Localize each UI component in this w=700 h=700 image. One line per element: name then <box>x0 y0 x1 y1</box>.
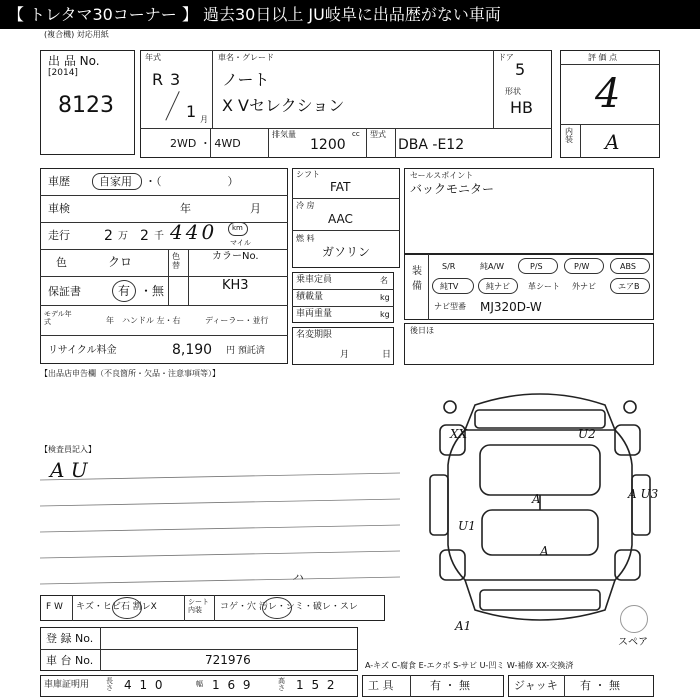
mileage-man-unit: 万 <box>118 231 128 242</box>
interior-note: ハ <box>292 571 303 584</box>
navi-model: MJ320D-W <box>480 300 542 314</box>
interior-items: キズ・ヒビ石 割レX <box>76 602 157 612</box>
car-damage-diagram <box>420 385 660 635</box>
mileage-sen-unit: 千 <box>154 231 164 242</box>
inspection-month: 月 <box>250 202 261 215</box>
model-year-dealer: ディーラー・並行 <box>205 316 269 325</box>
load-label: 積載量 <box>296 292 324 302</box>
damage-mark-au3: A U3 <box>628 487 659 501</box>
weight-unit: kg <box>380 310 390 319</box>
score-value: 4 <box>595 71 621 117</box>
lot-year-stamp: [2014] <box>48 68 78 78</box>
mileage-sen: 2 <box>140 228 149 244</box>
equip-navi: 純ナビ <box>486 282 510 291</box>
model-name: ノート <box>222 70 270 89</box>
type-value: DBA -E12 <box>398 137 465 153</box>
mileage-km: km <box>232 224 243 232</box>
recycle-label: リサイクル料金 <box>48 345 117 356</box>
recycle-unit: 円 預託済 <box>226 346 265 356</box>
jack-value: 有 ・ 無 <box>580 679 620 692</box>
interior-value: A <box>605 130 620 154</box>
seller-notes-label: 【出品店申告欄（不良箇所・欠品・注意事項等）】 <box>40 369 220 378</box>
sales-point-value: バックモニター <box>410 182 495 196</box>
ac-label: 冷 房 <box>296 201 315 210</box>
fuel-value: ガソリン <box>322 245 371 259</box>
doors-label: ドア <box>498 53 514 62</box>
doors-value: 5 <box>515 60 526 79</box>
cert-height: 1 5 2 <box>296 678 337 692</box>
registration-label: 登 録 No. <box>46 632 94 645</box>
warranty-no: ・無 <box>140 284 165 298</box>
banner-text: 【 トレタマ30コーナー 】 過去30日以上 JU岐阜に出品歴がない車両 <box>8 5 501 24</box>
drive-type: 2WD ・ 4WD <box>170 137 241 150</box>
shape-label: 形状 <box>505 87 521 96</box>
tools-value: 有 ・ 無 <box>430 679 470 692</box>
equip-seat: 革シート <box>528 282 560 291</box>
notes-label: 後日ほ <box>410 326 434 335</box>
color-code: KH3 <box>222 278 249 293</box>
history-value: 自家用 <box>99 175 132 188</box>
cert-length-label: 長さ <box>106 677 113 692</box>
damage-mark-u2: U2 <box>578 427 596 441</box>
cert-length: 4 1 0 <box>124 678 165 692</box>
equip-ps: P/S <box>530 262 543 271</box>
interior-fw: F W <box>46 602 63 612</box>
mileage-label: 走行 <box>48 229 70 242</box>
year-month: 1 <box>186 102 197 121</box>
model-grade: X Vセレクション <box>222 96 345 115</box>
color-value: クロ <box>108 255 133 269</box>
fuel-label: 燃 料 <box>296 234 315 243</box>
mileage-mile: マイル <box>230 239 251 247</box>
color-label: 色 <box>56 256 67 269</box>
navi-label: ナビ型番 <box>434 302 466 311</box>
inspection-year: 年 <box>180 202 191 215</box>
color-code-label: カラーNo. <box>212 251 259 262</box>
cert-width: 1 6 9 <box>212 678 253 692</box>
interior-label: 内装 <box>565 127 573 144</box>
inspector-note: A U <box>50 458 88 482</box>
spare-label: スペア <box>618 637 648 648</box>
jack-label: ジャッキ <box>514 679 558 692</box>
tools-label: 工 具 <box>368 679 394 692</box>
weight-label: 車両重量 <box>296 309 333 319</box>
color-change-label: 色替 <box>172 252 180 270</box>
warranty-yes: 有 <box>118 284 131 298</box>
interior-rest: コゲ・穴 汚レ・シミ・破レ・スレ <box>220 602 358 612</box>
damage-mark-xx: XX <box>450 427 468 441</box>
name-change-day: 日 <box>382 350 392 360</box>
name-change-label: 名変期限 <box>296 330 333 340</box>
mileage-man: 2 <box>104 228 113 244</box>
sales-point-box <box>404 168 654 254</box>
shape-value: HB <box>510 98 534 117</box>
recycle-value: 8,190 <box>172 342 213 358</box>
equip-abs: ABS <box>620 262 636 271</box>
type-label: 型式 <box>370 130 386 139</box>
lot-label: 出 品 No. <box>48 54 100 68</box>
equip-ext-navi: 外ナビ <box>572 282 596 291</box>
damage-legend: A-キズ C-腐食 E-エクボ S-サビ U-凹ミ W-補修 XX-交換済 <box>365 661 574 670</box>
year-month-label: 月 <box>200 115 208 124</box>
equip-tv: 純TV <box>440 282 459 291</box>
inspector-lines <box>40 470 400 600</box>
year-era: R <box>152 70 164 89</box>
damage-mark-u1: U1 <box>458 519 476 533</box>
header-small: (複合機) 対応用紙 <box>44 30 109 39</box>
equip-pw: P/W <box>574 262 590 271</box>
equip-aw: 純A/W <box>480 262 505 271</box>
lot-number: 8123 <box>58 93 114 118</box>
inspection-label: 車検 <box>48 202 70 215</box>
history-label: 車歴 <box>48 175 70 188</box>
equip-sr: S/R <box>442 262 456 271</box>
damage-mark-a-center: A <box>532 492 541 506</box>
ac-value: AAC <box>328 212 353 226</box>
shift-label: シフト <box>296 170 320 179</box>
cert-height-label: 高さ <box>278 677 285 692</box>
interior-seat: シート 内装 <box>188 598 209 614</box>
displacement-unit: cc <box>352 130 360 138</box>
displacement-value: 1200 <box>310 137 346 153</box>
cert-label: 車庫証明用 <box>44 680 90 690</box>
equipment-label: 装備 <box>412 266 422 292</box>
score-label: 評 価 点 <box>588 53 618 62</box>
notes-box <box>404 323 654 365</box>
sales-point-label: セールスポイント <box>410 171 474 180</box>
name-change-month: 月 <box>340 350 350 360</box>
chassis-label: 車 台 No. <box>46 654 94 667</box>
inspector-label: 【検査員記入】 <box>40 445 96 454</box>
load-unit: kg <box>380 293 390 302</box>
capacity-label: 乗車定員 <box>296 275 333 285</box>
model-year-handle: ハンドル 左・右 <box>122 316 181 325</box>
chassis-value: 721976 <box>205 653 251 667</box>
year-value: 3 <box>170 70 181 89</box>
model-year-label: モデル年式 <box>44 310 72 327</box>
mileage-rest: 440 <box>170 220 218 244</box>
shift-value: FAT <box>330 180 351 194</box>
capacity-unit: 名 <box>380 276 388 285</box>
model-label: 車名・グレード <box>218 53 274 62</box>
damage-mark-a1: A1 <box>455 619 472 633</box>
spare-tire-icon <box>620 605 648 633</box>
history-rest: ・（ ） <box>145 175 239 188</box>
cert-width-label: 幅 <box>196 680 203 688</box>
model-year-year: 年 <box>106 316 114 325</box>
displacement-label: 排気量 <box>272 130 296 139</box>
year-label: 年式 <box>145 53 161 62</box>
damage-mark-a-rear: A <box>540 544 549 558</box>
warranty-label: 保証書 <box>48 285 81 298</box>
equip-airbag: エアB <box>618 282 640 291</box>
